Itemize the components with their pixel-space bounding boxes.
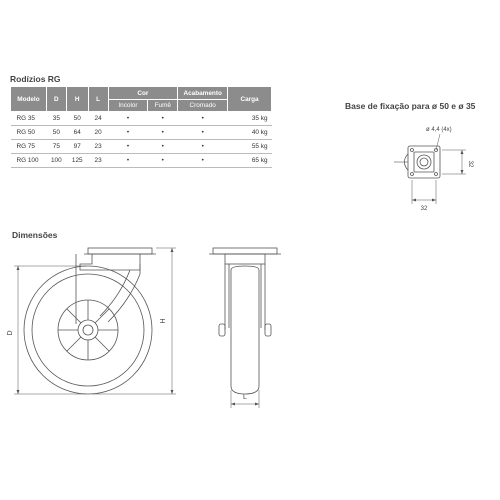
header-d: D [46, 87, 66, 112]
swivel-head [225, 254, 265, 264]
dimension-arrow [17, 390, 20, 394]
cell-fume: • [148, 126, 178, 140]
table-row [11, 112, 272, 126]
cell-fume: • [148, 112, 178, 126]
cell-modelo: RG 100 [11, 154, 47, 168]
header-h: H [66, 87, 88, 112]
hole-label: ø 4,4 (4x) [426, 127, 452, 133]
cell-cromado: • [178, 154, 228, 168]
cell-incolor: • [108, 126, 148, 140]
cell-h: 50 [66, 112, 88, 126]
header-cromado: Cromado [178, 100, 228, 112]
header-carga: Carga [228, 87, 272, 112]
table-header-row [11, 87, 272, 100]
dimension-arrow [171, 248, 174, 252]
mount-center-hole [420, 158, 428, 166]
cell-d: 50 [46, 126, 66, 140]
hole-leader-line [436, 134, 440, 150]
cell-modelo: RG 75 [11, 140, 47, 154]
header-acabamento: Acabamento [178, 87, 228, 100]
wheel-axle [83, 325, 93, 335]
dimension-arrow [412, 199, 416, 202]
header-cor: Cor [108, 87, 178, 100]
d-label: D [7, 330, 14, 336]
cell-h: 64 [66, 126, 88, 140]
dimension-arrow [255, 403, 259, 406]
cell-d: 35 [46, 112, 66, 126]
mount-center-ring [417, 155, 431, 169]
wheel-outer [24, 266, 152, 394]
cell-cromado: • [178, 126, 228, 140]
cell-d: 100 [46, 154, 66, 168]
height-label: 32 [467, 160, 473, 168]
cell-carga: 55 kg [228, 140, 272, 154]
wheel-spoke [67, 337, 81, 351]
spec-table [10, 86, 272, 168]
header-modelo: Modelo [11, 87, 47, 112]
dimension-arrow [461, 150, 464, 154]
top-plate [88, 248, 152, 254]
cell-fume: • [148, 140, 178, 154]
wheel-spoke [95, 309, 109, 323]
front-view-drawing [205, 240, 285, 410]
cell-incolor: • [108, 154, 148, 168]
mount-hole [411, 173, 414, 176]
cell-l: 23 [88, 154, 108, 168]
header-l: L [88, 87, 108, 112]
cell-modelo: RG 35 [11, 112, 47, 126]
cell-modelo: RG 50 [11, 126, 47, 140]
l-label: L [243, 394, 247, 401]
cell-carga: 65 kg [228, 154, 272, 168]
cell-cromado: • [178, 112, 228, 126]
dimensions-title: Dimensões [12, 230, 58, 240]
mount-hole [435, 173, 438, 176]
dimension-arrow [171, 390, 174, 394]
cell-l: 24 [88, 112, 108, 126]
axle-cap [265, 324, 271, 336]
cell-d: 75 [46, 140, 66, 154]
axle-cap [219, 324, 225, 336]
cell-l: 23 [88, 140, 108, 154]
mounting-base-drawing [370, 118, 490, 218]
cell-cromado: • [178, 140, 228, 154]
side-view-drawing [0, 240, 190, 410]
width-label: 32 [420, 206, 428, 212]
dimension-arrow [461, 170, 464, 174]
cell-carga: 35 kg [228, 112, 272, 126]
table-row [11, 154, 272, 168]
header-fume: Fumê [148, 100, 178, 112]
wheel-spoke [95, 337, 109, 351]
cell-fume: • [148, 154, 178, 168]
top-plate [213, 248, 277, 254]
header-incolor: Incolor [108, 100, 148, 112]
swivel-body [80, 254, 140, 270]
table-row [11, 126, 272, 140]
cell-carga: 40 kg [228, 126, 272, 140]
cell-incolor: • [108, 112, 148, 126]
mounting-title: Base de fixação para ø 50 e ø 35 [345, 101, 476, 111]
cell-h: 97 [66, 140, 88, 154]
cell-incolor: • [108, 140, 148, 154]
dimension-arrow [432, 199, 436, 202]
dimension-arrow [231, 403, 235, 406]
wheel-profile [231, 266, 259, 394]
table-row [11, 140, 272, 154]
wheel-spoke [67, 309, 81, 323]
table-title: Rodízios RG [10, 74, 61, 84]
cell-h: 125 [66, 154, 88, 168]
dimension-arrow [17, 266, 20, 270]
cell-l: 20 [88, 126, 108, 140]
h-label: H [160, 318, 167, 324]
mount-hole [411, 149, 414, 152]
wheel-tread-inner [32, 274, 144, 386]
